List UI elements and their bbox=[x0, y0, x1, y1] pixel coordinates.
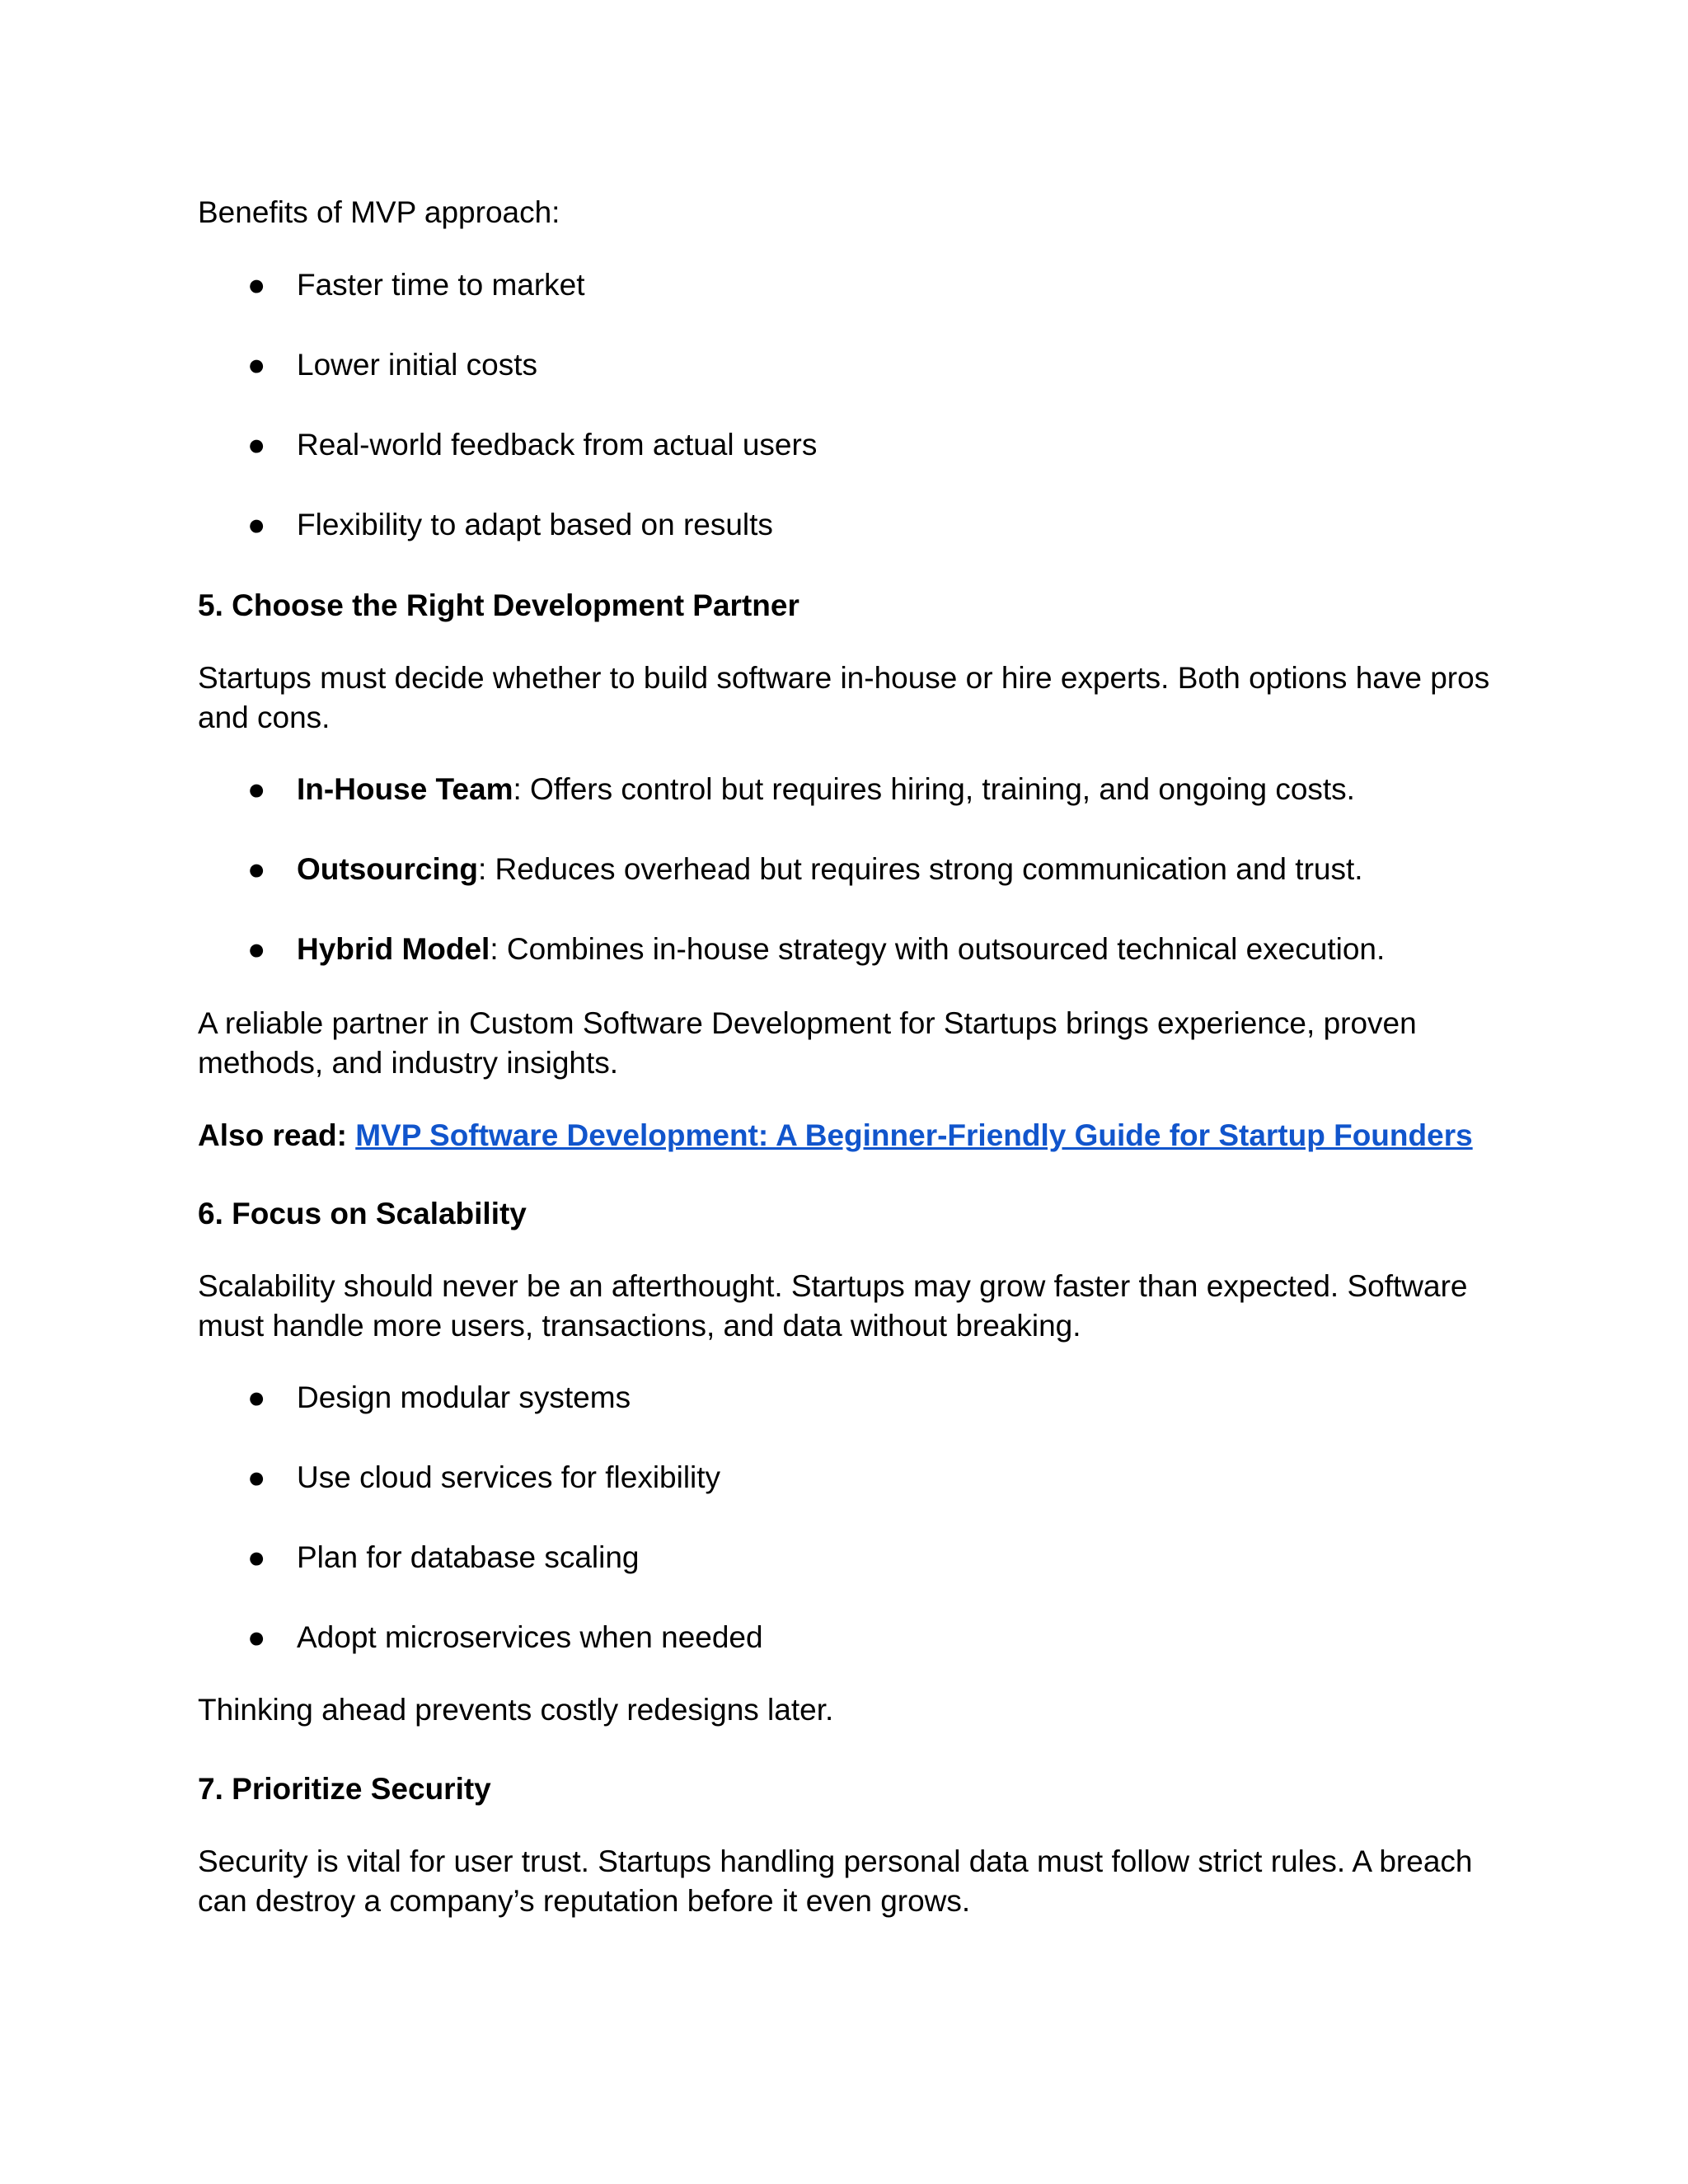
bullet-icon: ● bbox=[247, 1540, 266, 1574]
also-read-label: Also read: bbox=[198, 1118, 356, 1152]
bullet-icon: ● bbox=[247, 772, 266, 806]
section-heading: 7. Prioritize Security bbox=[198, 1772, 491, 1806]
bullet-icon: ● bbox=[247, 348, 266, 382]
intro-text: Benefits of MVP approach: bbox=[198, 195, 560, 229]
section-heading: 5. Choose the Right Development Partner bbox=[198, 588, 799, 622]
bullet-icon: ● bbox=[247, 1620, 266, 1654]
also-read-link[interactable]: MVP Software Development: A Beginner-Friendly Guide for Startup Founders bbox=[355, 1118, 1473, 1152]
bullet-icon: ● bbox=[247, 932, 266, 966]
option-description: : Combines in-house strategy with outsourced technical execution. bbox=[490, 932, 1386, 966]
bullet-icon: ● bbox=[247, 852, 266, 886]
document-page: Benefits of MVP approach: ● Faster time to market ● Lower initial costs ● Real-world feedback from actual users ● Flexibility to adapt based on results 5. Choose the Right Development Partner Startups must decide whether to build software in-house or hire experts. Both options have pros and cons. ● In-House Team: Offers control but requires hiring, training, and ongoing costs. ● Outsourcing: Reduces overhead but requires strong communication and trust. ● Hybrid Model: Combines in-house strategy with outsourced technical execution. A reliable partner in Custom Software Development for Startups brings experience, proven methods, and industry insights. Also read: MVP Software Development: A Beginner-Friendly Guide for Startup Founders 6. Focus on Scalability Scalability should never be an afterthought. Startups may grow faster than expected. Software must handle more users, transactions, and data without breaking. ● Design modular systems ● Use cloud services for flexibility ● Plan for database scaling ● Adopt microservices when needed Thinking ahead prevents costly redesigns later. 7. Prioritize Security Security is vital for user trust. Startups handling personal data must follow strict rules. A breach can destroy a company’s reputation before it even grows. bbox=[0, 0, 1688, 2184]
bullet-icon: ● bbox=[247, 1460, 266, 1494]
option-description: : Offers control but requires hiring, training, and ongoing costs. bbox=[513, 772, 1355, 806]
section-paragraph: Scalability should never be an afterthought. Startups may grow faster than expected. Software must handle more users, transactions, and data without breaking. bbox=[198, 1269, 1468, 1343]
section-paragraph: Startups must decide whether to build software in-house or hire experts. Both options have pros and cons. bbox=[198, 661, 1490, 734]
option-description: : Reduces overhead but requires strong communication and trust. bbox=[477, 852, 1363, 886]
bullet-icon: ● bbox=[247, 508, 266, 541]
section-closing: Thinking ahead prevents costly redesigns later. bbox=[198, 1693, 834, 1727]
bullet-icon: ● bbox=[247, 1380, 266, 1414]
option-term: Hybrid Model bbox=[297, 932, 490, 966]
also-read bbox=[198, 1116, 1508, 1155]
section-heading: 6. Focus on Scalability bbox=[198, 1197, 527, 1230]
option-term: Outsourcing bbox=[297, 852, 478, 886]
section-closing: A reliable partner in Custom Software Development for Startups brings experience, proven methods, and industry insights. bbox=[198, 1006, 1417, 1080]
option-term: In-House Team bbox=[297, 772, 513, 806]
bullet-icon: ● bbox=[247, 268, 266, 302]
bullet-icon: ● bbox=[247, 428, 266, 462]
section-paragraph: Security is vital for user trust. Startups handling personal data must follow strict rules. A breach can destroy a company’s reputation before it even grows. bbox=[198, 1844, 1473, 1918]
